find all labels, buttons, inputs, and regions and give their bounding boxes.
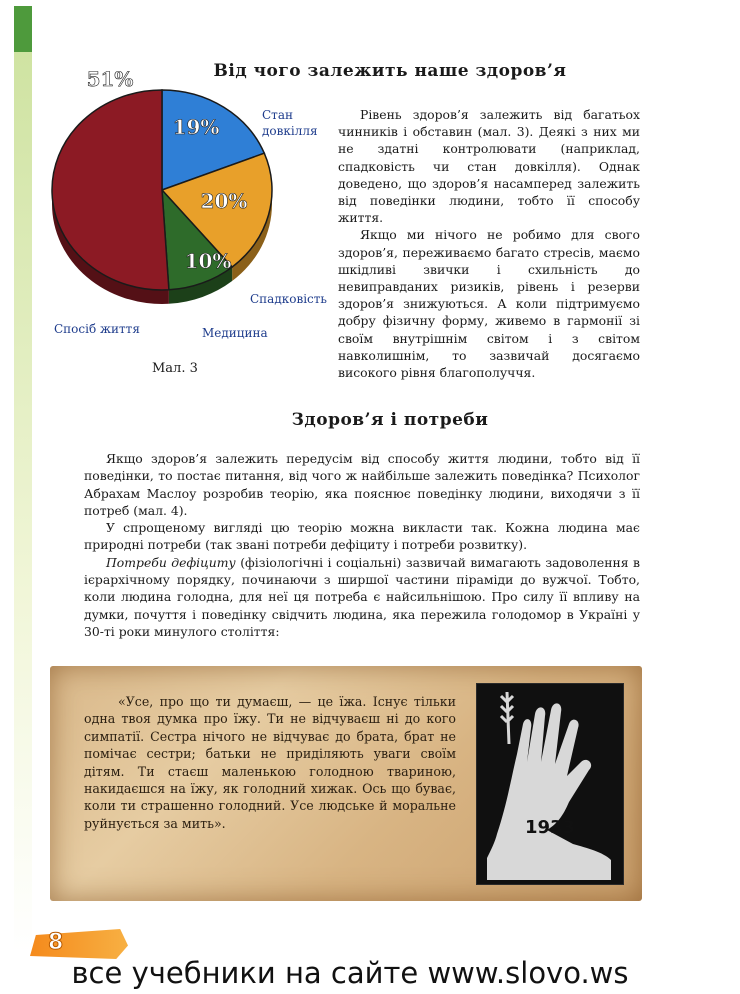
pie-value-label-3: 10% — [184, 249, 232, 273]
green-accent-bar — [14, 6, 32, 52]
pie-value-label-1: 19% — [172, 115, 220, 139]
label-environment-line1: Стан — [262, 108, 293, 122]
pie-slice-0 — [52, 90, 169, 290]
footer-watermark: все учебники на сайте www.slovo.ws — [71, 956, 629, 990]
body-text — [84, 450, 640, 640]
holodomor-poster-image — [476, 683, 624, 885]
body-paragraph — [84, 554, 640, 640]
poster-year: 1933 — [524, 817, 576, 838]
page-number: 8 — [48, 930, 64, 955]
pie-value-label-2: 20% — [200, 189, 248, 213]
body-paragraph-rest: (фізіологічні і соціальні) зазвичай вимагають задоволення в ієрархічному порядку, починаючи з ширшої частини піраміди до вужчої. Тобто, коли людина голодна, для неї ця потреба є найсильнішою. Про силу її впливу на думки, почуття і поведінку свідчить людина, яка пережила голодомор в Україні у 30-ті роки минулого століття: — [84, 554, 641, 639]
term-italic: Потреби дефіциту — [106, 554, 236, 570]
section-heading: Здоров’я і потреби — [291, 410, 489, 430]
column-text — [338, 106, 640, 381]
pie-chart — [40, 67, 340, 354]
side-gradient-strip — [14, 52, 32, 952]
label-lifestyle: Спосіб життя — [54, 322, 140, 336]
quote-text: «Усе, про що ти думаєш, — це їжа. Існує тільки одна твоя думка про їжу. Ти не відчуваєш ні до кого симпатії. Сестра нічого не відчуває до брата, брат не помічає сестри; батьки не приділяють уваги своїм дітям. Ти стаєш маленькою голодною твариною, накидаєшся на їжу, як голодний хижак. Ось що буває, коли ти страшенно голодний. Усе людське й моральне руйнується за мить». — [84, 694, 456, 831]
label-environment — [262, 107, 318, 139]
label-medicine: Медицина — [202, 326, 268, 340]
body-paragraph: Якщо здоров’я залежить передусім від способу життя людини, тобто від її поведінки, то постає питання, від чого ж найбільше залежить поведінка? Психолог Абрахам Маслоу розробив теорію, яка пояснює поведінку людини, виходячи з її потреб (мал. 4). — [84, 451, 640, 518]
chart-heading: Від чого залежить наше здоров’я — [213, 61, 567, 81]
body-paragraph: У спрощеному вигляді цю теорію можна викласти так. Кожна людина має природні потреби (так звані потреби дефіциту і потреби розвитку). — [84, 520, 640, 553]
figure-caption: Мал. 3 — [152, 361, 198, 376]
column-paragraph: Рівень здоров’я залежить від багатьох чинників і обставин (мал. 3). Деякі з них ми не здатні контролювати (наприклад, спадковість чи стан довкілля). Однак доведено, що здоров’я насамперед залежить від поведінки людини, тобто її способу життя. — [338, 107, 640, 226]
column-paragraph: Якщо ми нічого не робимо для свого здоров’я, переживаємо багато стресів, маємо шкідливі звички і схильність до невиправданих ризиків, рівень і резерви здоров’я знижуються. А коли підтримуємо добру фізичну форму, живемо в гармонії зі своїм внутрішнім світом і з світом навколишнім, то зазвичай досягаємо високого рівня благополуччя. — [338, 227, 640, 381]
hand-silhouette-icon — [477, 684, 623, 884]
quote-block — [84, 693, 456, 832]
label-environment-line2: довкілля — [262, 124, 318, 138]
page-number-badge — [30, 929, 128, 959]
pie-value-label-0: 51% — [86, 67, 134, 91]
label-heredity: Спадковість — [250, 292, 327, 306]
